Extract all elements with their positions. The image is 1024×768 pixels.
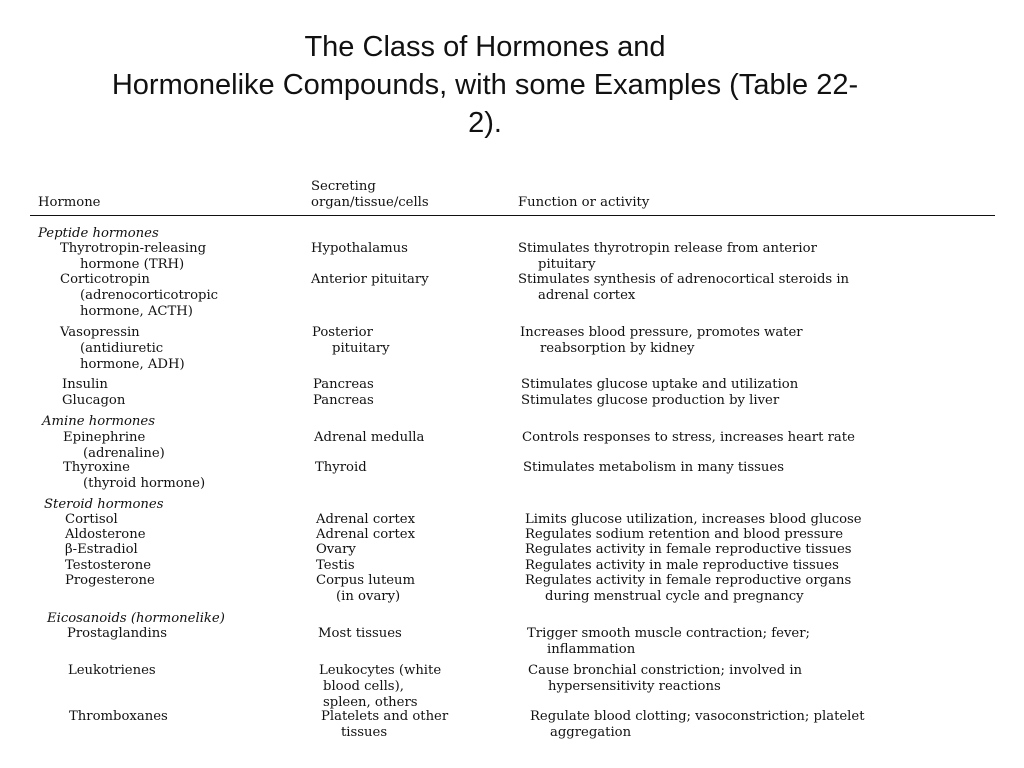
hormone-cell: Corticotropin (adrenocorticotropic hormone, ACTH)	[60, 272, 219, 319]
function-cell: Regulate blood clotting; vasoconstriction; platelet aggregation	[530, 709, 865, 740]
hormone-cell: Insulin	[62, 377, 108, 392]
function-cell: Regulates sodium retention and blood pressure	[525, 527, 844, 542]
title-line-3: 2).	[468, 107, 502, 139]
organ-cell: Pancreas	[313, 393, 374, 408]
group-title-steroid: Steroid hormones	[44, 497, 164, 512]
function-cell: Limits glucose utilization, increases blood glucose	[525, 512, 862, 527]
organ-cell: Testis	[316, 558, 355, 573]
organ-cell: Ovary	[316, 542, 356, 557]
hormone-cell: Thyrotropin-releasing hormone (TRH)	[60, 241, 207, 272]
function-cell: Stimulates metabolism in many tissues	[523, 460, 784, 475]
hormone-cell: β-Estradiol	[65, 542, 138, 557]
hormone-cell: Cortisol	[65, 512, 118, 527]
organ-cell: Posterior pituitary	[312, 325, 390, 356]
organ-cell: Adrenal cortex	[316, 527, 416, 542]
group-title-eicosanoids: Eicosanoids (hormonelike)	[47, 611, 225, 626]
group-title-peptide: Peptide hormones	[38, 226, 159, 241]
function-cell: Stimulates synthesis of adrenocortical steroids in adrenal cortex	[518, 272, 850, 303]
organ-cell: Platelets and other tissues	[321, 709, 449, 740]
hormone-cell: Glucagon	[62, 393, 126, 408]
organ-cell: Hypothalamus	[311, 241, 408, 256]
title-line-1: The Class of Hormones and	[304, 31, 666, 63]
title-line-2: Hormonelike Compounds, with some Examples (Table 22-	[111, 69, 859, 101]
organ-cell: Leukocytes (white blood cells), spleen, others	[319, 663, 442, 710]
organ-cell: Adrenal cortex	[316, 512, 416, 527]
function-cell: Regulates activity in female reproductive organs during menstrual cycle and pregnancy	[525, 573, 852, 604]
function-cell: Stimulates glucose production by liver	[521, 393, 780, 408]
organ-cell: Pancreas	[313, 377, 374, 392]
hormone-cell: Thromboxanes	[69, 709, 168, 724]
hormone-cell: Progesterone	[65, 573, 155, 588]
function-cell: Controls responses to stress, increases heart rate	[522, 430, 855, 445]
organ-cell: Thyroid	[315, 460, 367, 475]
hormone-cell: Prostaglandins	[67, 626, 167, 641]
hormone-cell: Thyroxine (thyroid hormone)	[63, 460, 206, 491]
function-cell: Cause bronchial constriction; involved in hypersensitivity reactions	[528, 663, 803, 694]
hormone-cell: Vasopressin (antidiuretic hormone, ADH)	[60, 325, 185, 372]
function-cell: Trigger smooth muscle contraction; fever; inflammation	[527, 626, 810, 657]
organ-cell: Corpus luteum (in ovary)	[316, 573, 416, 604]
function-cell: Stimulates glucose uptake and utilization	[521, 377, 799, 392]
hormone-cell: Epinephrine (adrenaline)	[63, 430, 165, 461]
organ-cell: Most tissues	[318, 626, 402, 641]
organ-cell: Adrenal medulla	[314, 430, 425, 445]
hormone-cell: Aldosterone	[65, 527, 146, 542]
hormone-cell: Leukotrienes	[68, 663, 156, 678]
hormone-cell: Testosterone	[65, 558, 151, 573]
header-function: Function or activity	[518, 195, 650, 210]
slide-title	[60, 28, 910, 142]
group-title-amine: Amine hormones	[42, 414, 155, 429]
function-cell: Regulates activity in female reproductive tissues	[525, 542, 852, 557]
function-cell: Regulates activity in male reproductive tissues	[525, 558, 839, 573]
function-cell: Increases blood pressure, promotes water reabsorption by kidney	[520, 325, 803, 356]
organ-cell: Anterior pituitary	[311, 272, 429, 287]
header-hormone: Hormone	[38, 195, 101, 210]
header-rule	[30, 215, 995, 216]
header-secreting: Secreting organ/tissue/cells	[311, 179, 429, 210]
function-cell: Stimulates thyrotropin release from anterior pituitary	[518, 241, 817, 272]
